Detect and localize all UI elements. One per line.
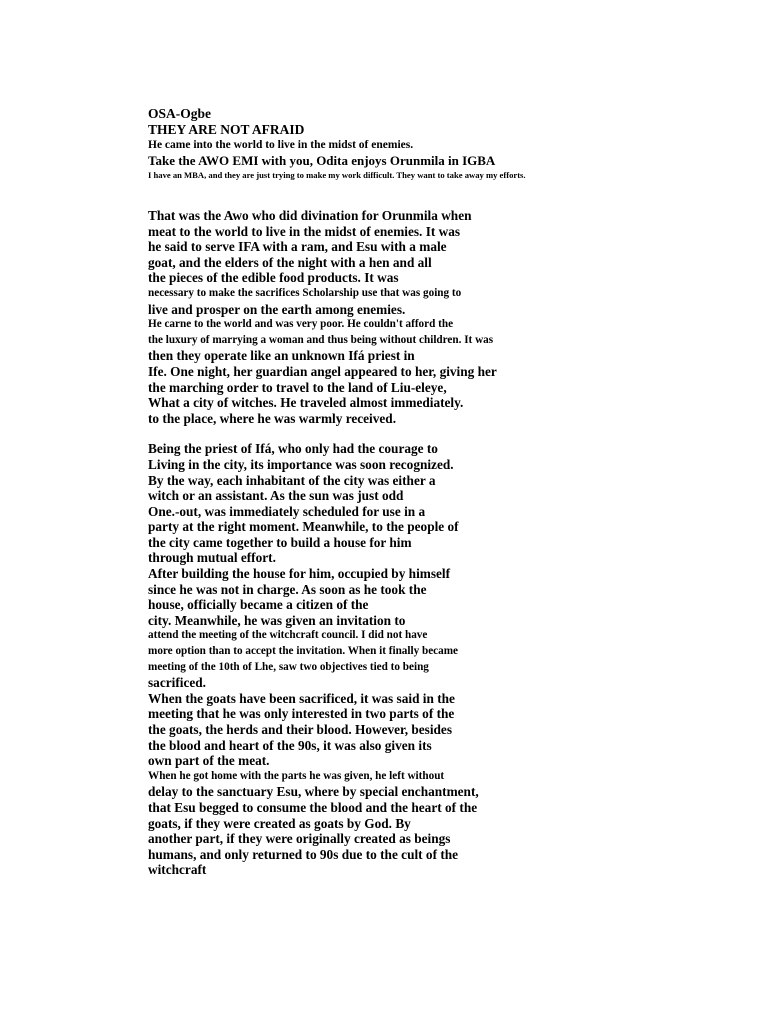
text-line: meeting that he was only interested in two parts of the (148, 706, 455, 722)
text-line: One.-out, was immediately scheduled for use in a (148, 503, 426, 519)
header-line-1: He came into the world to live in the midst of enemies. (148, 139, 414, 151)
text-line: meeting of the 10th of Lhe, saw two objectives tied to being (148, 660, 429, 673)
text-line: Living in the city, its importance was soon recognized. (148, 456, 454, 472)
header-line-2: Take the AWO EMI with you, Odita enjoys Orunmila in IGBA (148, 153, 496, 168)
text-line: necessary to make the sacrifices Scholarship use that was going to (148, 286, 462, 299)
document-subtitle: THEY ARE NOT AFRAID (148, 122, 305, 137)
text-line: Being the priest of Ifá, who only had the courage to (148, 441, 438, 457)
text-line: the blood and heart of the 90s, it was also given its (148, 737, 432, 753)
text-line: witch or an assistant. As the sun was just odd (148, 488, 404, 504)
text-line: party at the right moment. Meanwhile, to the people of (148, 519, 459, 535)
text-line: own part of the meat. (148, 753, 270, 769)
paragraph-1 (148, 208, 748, 426)
text-line: delay to the sanctuary Esu, where by special enchantment, (148, 784, 479, 800)
text-line: witchcraft (148, 862, 207, 878)
text-line: After building the house for him, occupied by himself (148, 566, 451, 582)
text-line: he said to serve IFA with a ram, and Esu with a male (148, 239, 447, 255)
text-line: When he got home with the parts he was given, he left without (148, 769, 445, 782)
text-line: By the way, each inhabitant of the city was either a (148, 472, 436, 488)
text-line: the marching order to travel to the land of Liu-eleye, (148, 379, 447, 395)
text-line: through mutual effort. (148, 550, 276, 566)
document-header (148, 106, 748, 181)
text-line: attend the meeting of the witchcraft council. I did not have (148, 629, 428, 642)
header-line-3: I have an MBA, and they are just trying to make my work difficult. They want to take away my efforts. (148, 170, 526, 180)
text-line: more option than to accept the invitation. When it finally became (148, 645, 459, 658)
text-line: the goats, the herds and their blood. However, besides (148, 722, 452, 737)
text-line: city. Meanwhile, he was given an invitation to (148, 612, 406, 628)
text-line: Ife. One night, her guardian angel appeared to her, giving her (148, 363, 497, 379)
text-line: since he was not in charge. As soon as he took the (148, 581, 427, 597)
text-line: humans, and only returned to 90s due to the cult of the (148, 846, 459, 862)
text-line: to the place, where he was warmly received. (148, 410, 397, 426)
text-line: another part, if they were originally created as beings (148, 831, 451, 847)
text-line: live and prosper on the earth among enemies. (148, 301, 406, 317)
paragraph-2 (148, 441, 748, 878)
text-line: then they operate like an unknown Ifá priest in (148, 348, 415, 364)
text-line: the luxury of marrying a woman and thus being without children. It was (148, 333, 494, 346)
text-line: He carne to the world and was very poor. He couldn't afford the (148, 318, 454, 331)
text-line: When the goats have been sacrificed, it was said in the (148, 690, 455, 706)
text-line: What a city of witches. He traveled almost immediately. (148, 395, 464, 411)
document-title: OSA-Ogbe (148, 106, 212, 121)
text-line: sacrificed. (148, 675, 206, 691)
text-line: goat, and the elders of the night with a hen and all (148, 254, 432, 270)
text-line: meat to the world to live in the midst of enemies. It was (148, 223, 461, 239)
text-line: house, officially became a citizen of the (148, 597, 369, 613)
text-line: That was the Awo who did divination for Orunmila when (148, 208, 472, 223)
document-page (148, 106, 748, 878)
text-line: the city came together to build a house for him (148, 534, 412, 550)
text-line: the pieces of the edible food products. It was (148, 270, 399, 286)
text-line: goats, if they were created as goats by God. By (148, 815, 411, 831)
text-line: that Esu begged to consume the blood and the heart of the (148, 799, 478, 815)
